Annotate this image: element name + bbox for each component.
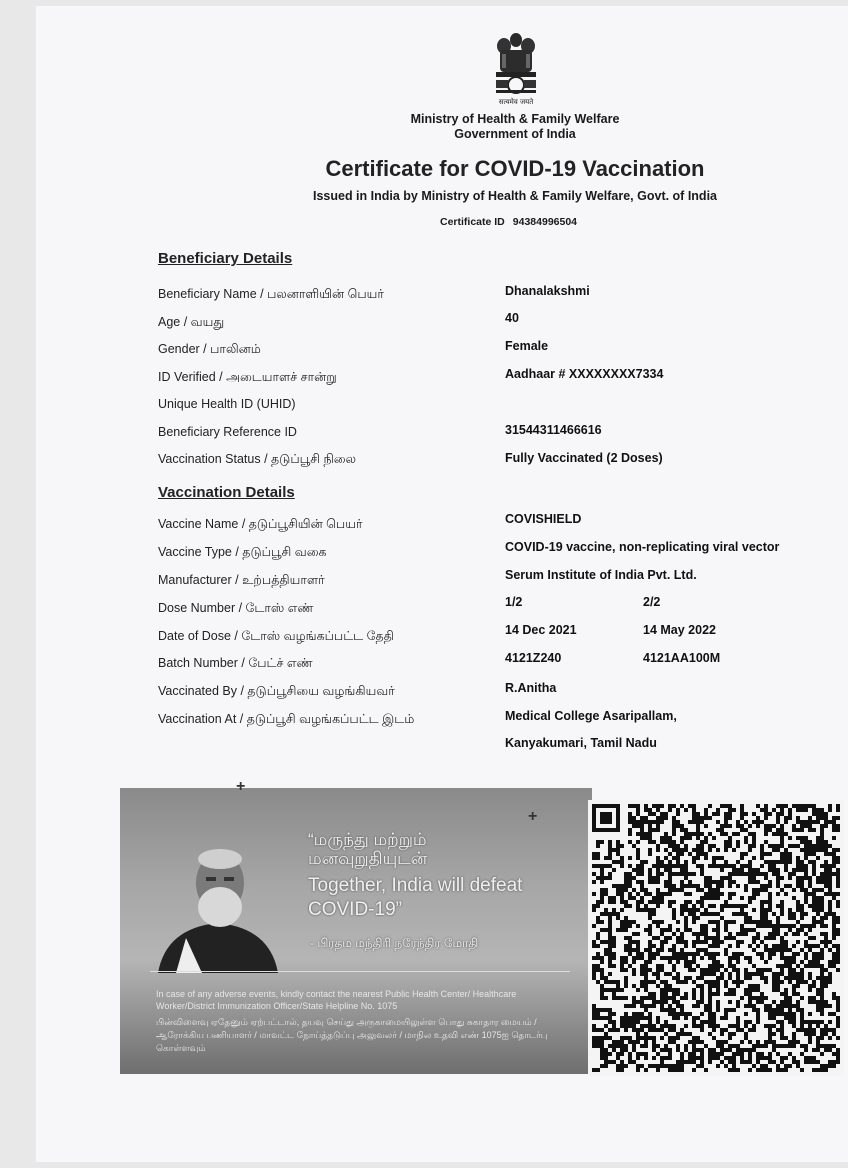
quote-english	[308, 874, 522, 922]
id-verified-label: ID Verified / அடையாளச் சான்று	[158, 370, 337, 384]
gender-label: Gender / பாலினம்	[158, 342, 261, 356]
adverse-events-tamil: பின்விளைவு ஏதேனும் ஏற்பட்டால், தயவு செய்து அருகாமையிலுள்ள பொது சுகாதார மையம் / ஆரோக்கிய பணியாளர் / மாவட்ட நோய்த்தடுப்பு அலுவலர் / மாநில உதவி எண் 1075ஐ தொடர்பு கொள்ளவும்	[156, 1017, 548, 1053]
batch-number-2: 4121AA100M	[643, 651, 721, 665]
dose-number-2: 2/2	[643, 595, 661, 609]
registration-mark: +	[528, 808, 538, 825]
beneficiary-reference-id-value: 31544311466616	[505, 423, 602, 437]
vaccine-name-label: Vaccine Name / தடுப்பூசியின் பெயர்	[158, 517, 363, 531]
ministry-line-2: Government of India	[454, 127, 576, 141]
portrait-image	[158, 843, 278, 973]
vaccine-type-label: Vaccine Type / தடுப்பூசி வகை	[158, 545, 327, 559]
quote-english-line-2: COVID-19”	[308, 899, 402, 920]
vaccinated-by-label: Vaccinated By / தடுப்பூசியை வழங்கியவர்	[158, 684, 395, 698]
banner-divider	[150, 971, 570, 972]
manufacturer-value: Serum Institute of India Pvt. Ltd.	[505, 568, 697, 582]
beneficiary-reference-id-label: Beneficiary Reference ID	[158, 425, 297, 439]
beneficiary-details-heading: Beneficiary Details	[158, 250, 293, 267]
vaccination-status-label: Vaccination Status / தடுப்பூசி நிலை	[158, 452, 357, 466]
certificate-title: Certificate for COVID-19 Vaccination	[325, 156, 705, 181]
dose-number-label: Dose Number / டோஸ் எண்	[158, 601, 314, 615]
certificate-id-label: Certificate ID	[440, 216, 505, 228]
vaccine-name-value: COVISHIELD	[505, 512, 582, 526]
ministry-name	[300, 112, 730, 142]
date-of-dose-label: Date of Dose / டோஸ் வழங்கப்பட்ட தேதி	[158, 629, 394, 643]
beneficiary-name-value: Dhanalakshmi	[505, 284, 590, 298]
verification-qr-code	[588, 800, 844, 1076]
quote-signature: - பிரதம மந்திரி நரேந்திர மோதி	[310, 936, 479, 950]
age-label: Age / வயது	[158, 315, 225, 329]
quote-tamil-line-1: “மருந்து மற்றும்	[308, 830, 427, 849]
batch-number-label: Batch Number / பேட்ச் எண்	[158, 656, 313, 670]
age-value: 40	[505, 311, 519, 325]
dose-number-1: 1/2	[505, 595, 523, 609]
date-of-dose-2: 14 May 2022	[643, 623, 716, 637]
vaccinated-by-value: R.Anitha	[505, 681, 557, 695]
date-of-dose-1: 14 Dec 2021	[505, 623, 577, 637]
vaccination-status-value: Fully Vaccinated (2 Doses)	[505, 451, 663, 465]
quote-tamil	[308, 830, 427, 868]
vaccinated-at-line-1: Medical College Asaripallam,	[505, 709, 677, 723]
awareness-banner	[120, 788, 592, 1074]
quote-tamil-line-2: மனவுறுதியுடன்	[308, 849, 428, 868]
emblem-motto: सत्यमेव जयते	[498, 98, 534, 106]
adverse-events-english: In case of any adverse events, kindly contact the nearest Public Health Center/ Healthcare Worker/District Immunization Officer/State Helpline No. 1075	[156, 989, 517, 1011]
ministry-line-1: Ministry of Health & Family Welfare	[410, 112, 620, 126]
quote-english-line-1: Together, India will defeat	[308, 875, 523, 896]
qr-finder-pattern	[600, 812, 612, 824]
vaccinated-at-line-2: Kanyakumari, Tamil Nadu	[505, 736, 657, 750]
registration-mark: +	[236, 778, 246, 795]
qr-modules	[592, 804, 840, 1072]
manufacturer-label: Manufacturer / உற்பத்தியாளர்	[158, 573, 325, 587]
certificate-id-row	[440, 216, 585, 228]
gender-value: Female	[505, 339, 549, 353]
vaccine-type-value: COVID-19 vaccine, non-replicating viral vector	[505, 540, 780, 554]
certificate-id-value: 94384996504	[512, 216, 578, 228]
issued-by: Issued in India by Ministry of Health & Family Welfare, Govt. of India	[312, 189, 717, 203]
beneficiary-name-label: Beneficiary Name / பலனாளியின் பெயர்	[158, 287, 384, 301]
batch-number-1: 4121Z240	[505, 651, 562, 665]
qr-code-graphic	[588, 800, 844, 1076]
uhid-label: Unique Health ID (UHID)	[158, 397, 296, 411]
id-verified-value: Aadhaar # XXXXXXXX7334	[505, 367, 664, 381]
national-emblem	[490, 30, 542, 110]
vaccinated-at-label: Vaccination At / தடுப்பூசி வழங்கப்பட்ட இடம்	[158, 712, 415, 726]
vaccination-details-heading: Vaccination Details	[158, 484, 295, 501]
